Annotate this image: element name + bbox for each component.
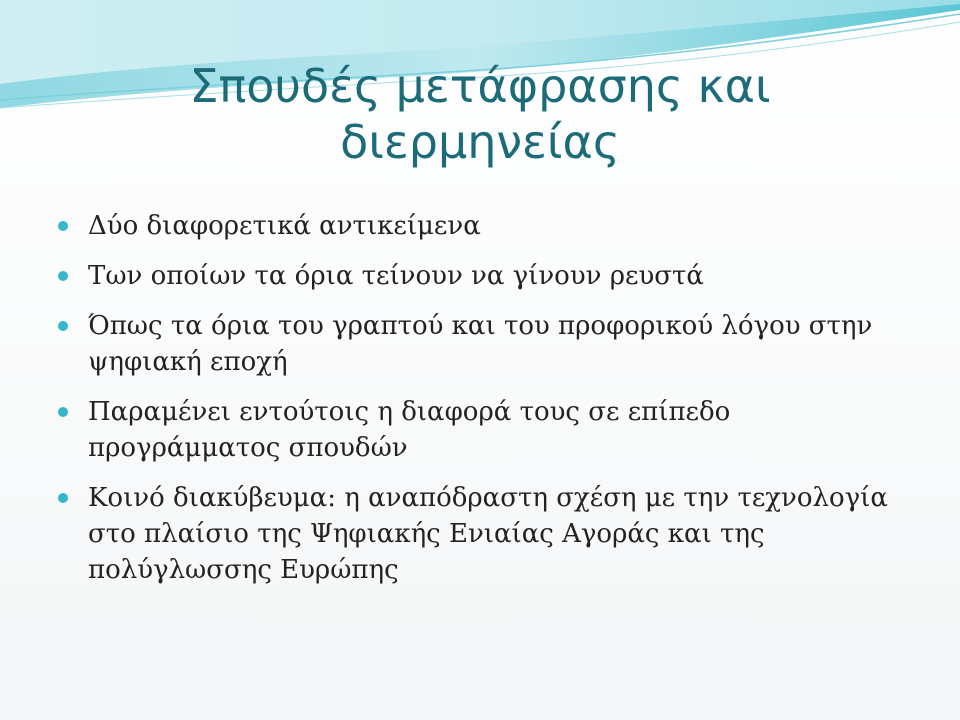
bullet-item <box>58 208 898 244</box>
slide-title: Σπουδές μετάφρασης και διερμηνείας <box>189 59 771 169</box>
bullet-text: Παραμένει εντούτοις η διαφορά τους σε επίπεδο προγράμματος σπουδών <box>88 397 731 463</box>
bullet-text: Κοινό διακύβευμα: η αναπόδραστη σχέση με την τεχνολογία στο πλαίσιο της Ψηφιακής Ενιαίας Αγοράς και της πολύγλωσσης Ευρώπης <box>88 483 888 585</box>
bullet-item <box>58 394 898 466</box>
bullet-dot-icon <box>58 407 68 417</box>
bullet-text: Των οποίων τα όρια τείνουν να γίνουν ρευστά <box>88 261 704 291</box>
bullet-item <box>58 308 898 380</box>
bullet-dot-icon <box>58 321 68 331</box>
bullet-list <box>58 208 898 602</box>
bullet-dot-icon <box>58 493 68 503</box>
bullet-item <box>58 258 898 294</box>
bullet-text: Όπως τα όρια του γραπτού και του προφορικού λόγου στην ψηφιακή εποχή <box>88 311 873 377</box>
bullet-item <box>58 480 898 588</box>
bullet-dot-icon <box>58 271 68 281</box>
bullet-dot-icon <box>58 221 68 231</box>
bullet-text: Δύο διαφορετικά αντικείμενα <box>88 211 481 241</box>
